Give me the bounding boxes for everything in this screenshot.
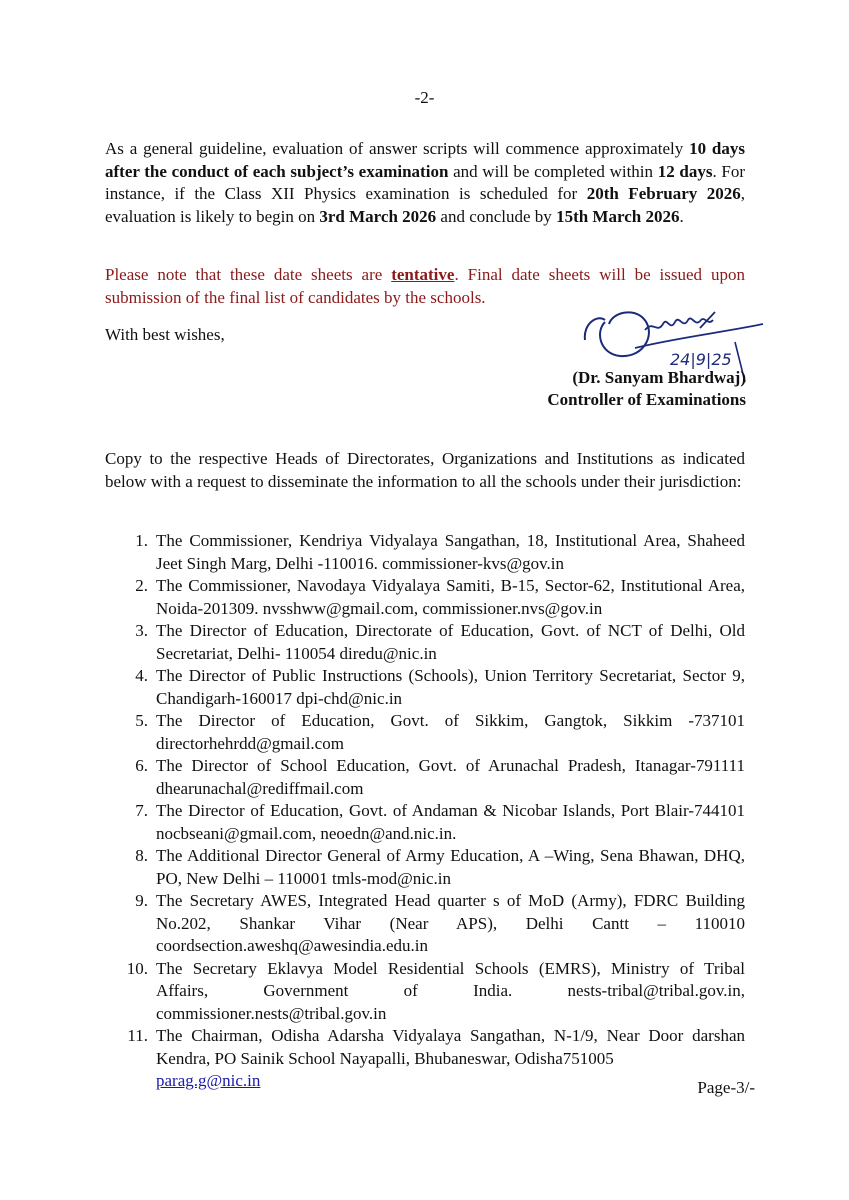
item-number: 3.	[135, 621, 148, 640]
list-item	[120, 958, 745, 1026]
item-number: 8.	[135, 846, 148, 865]
item-number: 11.	[127, 1026, 148, 1045]
list-item	[120, 575, 745, 620]
copy-to-intro: Copy to the respective Heads of Directorates, Organizations and Institutions as indicated below with a request to disseminate the information to all the schools under their jurisdiction:	[105, 449, 745, 491]
item-number: 7.	[135, 801, 148, 820]
item-text: The Commissioner, Kendriya Vidyalaya Sangathan, 18, Institutional Area, Shaheed Jeet Singh Marg, Delhi -110016. commissioner-kvs@gov.in	[156, 531, 745, 573]
page-number: -2-	[414, 88, 435, 107]
bold-run: 12 days	[657, 161, 713, 181]
list-item	[120, 800, 745, 845]
list-item	[120, 620, 745, 665]
bold-run: 10 days after the conduct of each subject’s examination	[105, 139, 745, 181]
next-page-marker: Page-3/-	[697, 1078, 755, 1097]
evaluation-guideline-paragraph	[105, 138, 745, 228]
item-text: The Secretary AWES, Integrated Head quarter s of MoD (Army), FDRC Building No.202, Shankar Vihar (Near APS), Delhi Cantt – 110010 coordsection.aweshq@awesindia.edu.in	[156, 891, 745, 955]
list-item	[120, 710, 745, 755]
text-run: Please note that these date sheets are	[105, 265, 392, 284]
text-run: , evaluation is likely to begin on	[105, 184, 745, 226]
list-item	[120, 1025, 745, 1093]
signatory-title: Controller of Examinations	[547, 390, 746, 409]
list-item	[120, 845, 745, 890]
item-number: 10.	[126, 958, 148, 978]
copy-recipients-list	[120, 530, 745, 1093]
signatory-block	[547, 367, 746, 411]
item-number: 2.	[135, 576, 148, 595]
item-number: 6.	[135, 756, 148, 775]
list-item	[120, 530, 745, 575]
svg-text:24|9|25: 24|9|25	[670, 350, 732, 369]
item-number: 5.	[135, 711, 148, 730]
email-link[interactable]: parag.g@nic.in	[156, 1071, 261, 1090]
text-run: As a general guideline, evaluation of answer scripts will commence approximately	[105, 139, 690, 158]
list-item	[120, 755, 745, 800]
item-number: 9.	[135, 891, 148, 910]
item-text: The Director of Education, Govt. of Sikkim, Gangtok, Sikkim -737101 directorhehrdd@gmail.com	[156, 711, 745, 753]
signatory-name: (Dr. Sanyam Bhardwaj)	[572, 368, 746, 387]
text-run: .	[679, 206, 684, 226]
text-run: . For instance, if the Class XII Physics examination is scheduled for	[105, 161, 745, 203]
bold-run: 15th March 2026	[556, 206, 680, 226]
item-text: The Chairman, Odisha Adarsha Vidyalaya Sangathan, N-1/9, Near Door darshan Kendra, PO Sainik School Nayapalli, Bhubaneswar, Odisha751005	[156, 1026, 745, 1068]
greeting: With best wishes,	[105, 325, 225, 344]
item-text: The Commissioner, Navodaya Vidyalaya Samiti, B-15, Sector-62, Institutional Area, Noida-201309. nvsshww@gmail.com, commissioner.nvs@gov.in	[156, 576, 745, 618]
text-run: and will be completed within	[448, 161, 658, 181]
bold-run: 3rd March 2026	[319, 206, 437, 226]
bold-run: 20th February 2026	[586, 184, 741, 203]
item-text: The Director of Public Instructions (Schools), Union Territory Secretariat, Sector 9, Chandigarh-160017 dpi-chd@nic.in	[156, 666, 745, 708]
item-text: The Director of School Education, Govt. of Arunachal Pradesh, Itanagar-791111 dhearunachal@rediffmail.com	[156, 756, 745, 798]
item-number: 4.	[135, 666, 148, 685]
list-item	[120, 890, 745, 958]
item-text: The Additional Director General of Army Education, A –Wing, Sena Bhawan, DHQ, PO, New Delhi – 110001 tmls-mod@nic.in	[156, 846, 745, 888]
item-number: 1.	[135, 531, 148, 550]
item-text: The Secretary Eklavya Model Residential Schools (EMRS), Ministry of Tribal Affairs, Government of India. nests-tribal@tribal.gov.in, commissioner.nests@tribal.gov.in	[156, 958, 745, 1023]
tentative-emphasis: tentative	[391, 265, 455, 284]
text-run: . Final date sheets will be issued upon submission of the final list of candidates by the schools.	[105, 265, 745, 307]
text-run: and conclude by	[436, 206, 557, 226]
item-text: The Director of Education, Govt. of Andaman & Nicobar Islands, Port Blair-744101 nocbseani@gmail.com, neoedn@and.nic.in.	[156, 801, 745, 843]
list-item	[120, 665, 745, 710]
item-text: The Director of Education, Directorate of Education, Govt. of NCT of Delhi, Old Secretariat, Delhi- 110054 diredu@nic.in	[156, 621, 745, 663]
